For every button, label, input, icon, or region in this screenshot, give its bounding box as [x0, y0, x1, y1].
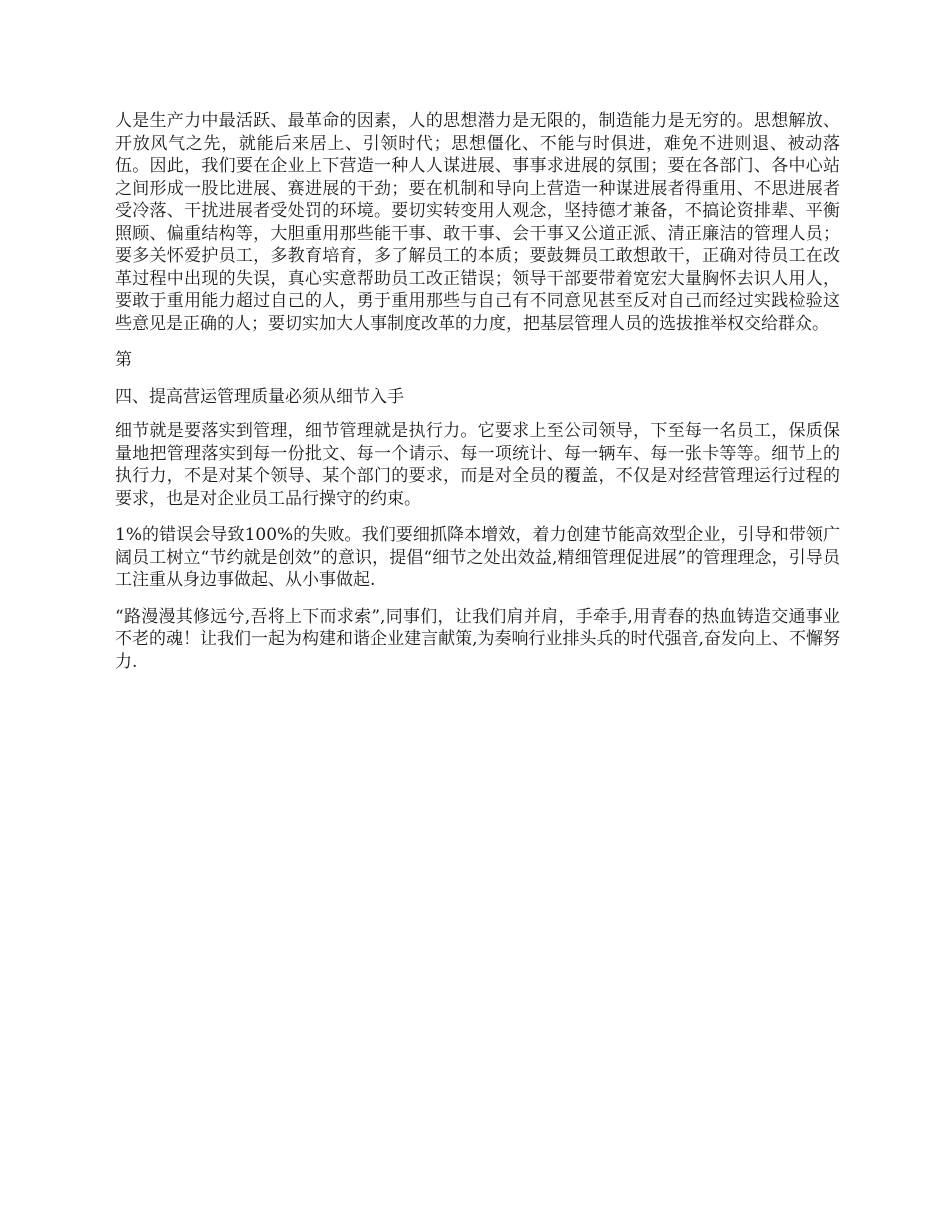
document-body — [115, 110, 840, 687]
paragraph-talent-development: 人是生产力中最活跃、最革命的因素，人的思想潜力是无限的，制造能力是无穷的。思想解放、开放风气之先，就能后来居上、引领时代；思想僵化、不能与时俱进，难免不进则退、被动落伍。因此，我们要在企业上下营造一种人人谋进展、事事求进展的氛围；要在各部门、各中心站之间形成一股比进展、赛进展的干劲；要在机制和导向上营造一种谋进展者得重用、不思进展者受冷落、干扰进展者受处罚的环境。要切实转变用人观念，坚持德才兼备，不搞论资排辈、平衡照顾、偏重结构等，大胆重用那些能干事、敢干事、会干事又公道正派、清正廉洁的管理人员；要多关怀爱护员工，多教育培育，多了解员工的本质；要鼓舞员工敢想敢干，正确对待员工在改革过程中出现的失误，真心实意帮助员工改正错误；领导干部要带着宽宏大量胸怀去识人用人，要敢于重用能力超过自己的人，勇于重用那些与自己有不同意见甚至反对自己而经过实践检验这些意见是正确的人；要切实加大人事制度改革的力度，把基层管理人员的选拔推举权交给群众。 — [115, 111, 840, 334]
paragraph-closing: “路漫漫其修远兮,吾将上下而求索”,同事们，让我们肩并肩，手牵手,用青春的热血铸造交通事业不老的魂！让我们一起为构建和谐企业建言献策,为奏响行业排头兵的时代强音,奋发向上、不懈努力. — [115, 606, 840, 672]
paragraph-fragment: 第 — [115, 350, 132, 370]
paragraph-cost-efficiency: 1%的错误会导致100%的失败。我们要细抓降本增效，着力创建节能高效型企业，引导和带领广阔员工树立“节约就是创效”的意识，提倡“细节之处出效益,精细管理促进展”的管理理念，引导员工注重从身边事做起、从小事做起. — [115, 525, 840, 590]
section-heading: 四、提高营运管理质量必须从细节入手 — [115, 386, 404, 407]
paragraph-detail-management: 细节就是要落实到管理，细节管理就是执行力。它要求上至公司领导，下至每一名员工，保质保量地把管理落实到每一份批文、每一个请示、每一项统计、每一辆车、每一张卡等等。细节上的执行力，不是对某个领导、某个部门的要求，而是对全员的覆盖，不仅是对经营管理运行过程的要求，也是对企业员工品行操守的约束。 — [115, 421, 840, 509]
